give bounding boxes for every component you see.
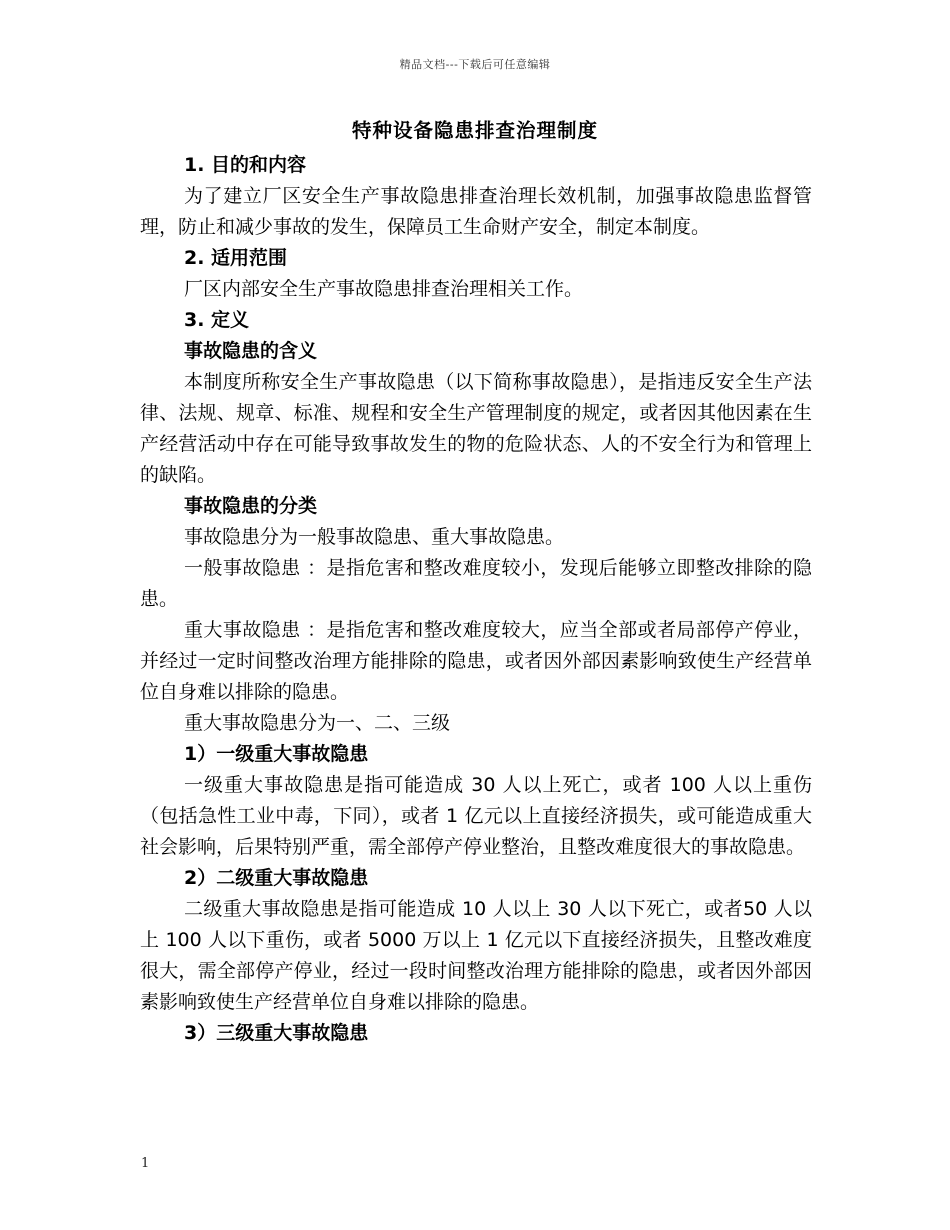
subheading-level-two: 2）二级重大事故隐患 [184,867,369,889]
section-heading-purpose: 1. 目的和内容 [184,154,307,176]
paragraph-classification-intro: 事故隐患分为一般事故隐患、重大事故隐患。 [184,526,565,548]
subheading-level-one: 1）一级重大事故隐患 [184,743,369,765]
section-heading-scope: 2. 适用范围 [184,247,288,269]
subheading-level-three: 3）三级重大事故隐患 [184,1022,369,1044]
paragraph-hazard-meaning: 本制度所称安全生产事故隐患（以下简称事故隐患），是指违反安全生产法律、法规、规章、标准、规程和安全生产管理制度的规定，或者因其他因素在生产经营活动中存在可能导致事故发生的物的危险状态、人的不安全行为和管理上的缺陷。 [140,371,812,486]
paragraph-purpose: 为了建立厂区安全生产事故隐患排查治理长效机制，加强事故隐患监督管理，防止和减少事故的发生，保障员工生命财产安全，制定本制度。 [140,185,812,238]
page-header-note: 精品文档---下载后可任意编辑 [399,58,551,71]
paragraph-level-one: 一级重大事故隐患是指可能造成 30 人以上死亡，或者 100 人以上重伤（包括急性工业中毒，下同），或者 1 亿元以上直接经济损失，或可能造成重大社会影响，后果特别严重，需全部停产停业整治，且整改难度很大的事故隐患。 [140,774,812,858]
paragraph-level-two: 二级重大事故隐患是指可能造成 10 人以上 30 人以下死亡，或者50 人以上 100 人以下重伤，或者 5000 万以上 1 亿元以下直接经济损失，且整改难度很大，需全部停产停业，经过一段时间整改治理方能排除的隐患，或者因外部因素影响致使生产经营单位自身难以排除的隐患。 [140,898,812,1013]
document-body [140,150,812,1049]
paragraph-major-hazard: 重大事故隐患 ：是指危害和整改难度较大，应当全部或者局部停产停业，并经过一定时间整改治理方能排除的隐患，或者因外部因素影响致使生产经营单位自身难以排除的隐患。 [140,619,812,703]
document-title: 特种设备隐患排查治理制度 [351,119,598,142]
page-number: 1 [141,1156,150,1171]
paragraph-scope: 厂区内部安全生产事故隐患排查治理相关工作。 [184,278,584,300]
paragraph-major-hazard-levels: 重大事故隐患分为一、二、三级 [184,712,451,734]
subheading-hazard-classification: 事故隐患的分类 [184,495,318,517]
paragraph-general-hazard: 一般事故隐患 ：是指危害和整改难度较小，发现后能够立即整改排除的隐患。 [140,557,812,610]
subheading-hazard-meaning: 事故隐患的含义 [184,340,318,362]
section-heading-definition: 3. 定义 [184,309,250,331]
